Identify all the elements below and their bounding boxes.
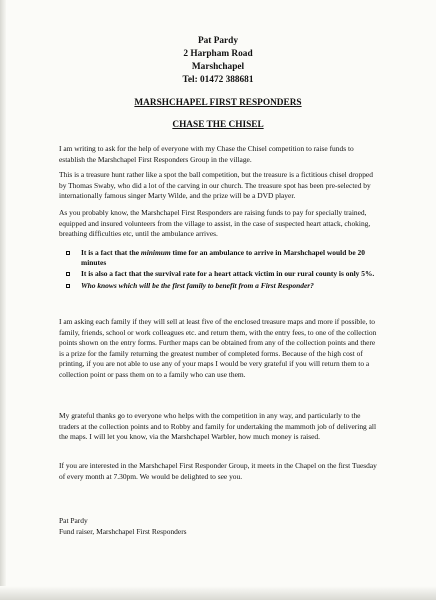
page-edge-shadow xyxy=(0,0,6,600)
sender-name: Pat Pardy xyxy=(197,36,239,46)
list-item xyxy=(66,248,386,268)
checkbox-square-icon xyxy=(66,251,70,255)
fact-3: Who knows which will be the first family to benefit from a First Responder? xyxy=(81,280,314,290)
paragraph-request: I am asking each family if they will sell at least five of the enclosed treasure maps and more if possible, to family, friends, school or work colleagues etc. and return them, with the entry fees, to one of the collection points shown on the entry forms. Further maps can be obtained from any of the collection points and there is a prize for the family returning the greatest number of completed forms. Because of the high cost of printing, if you are not able to use any of your maps I would be very grateful if you will return them to a collection point or pass them on to a family who can use them. xyxy=(59,317,377,379)
letterhead xyxy=(0,35,436,87)
signature-name: Pat Pardy xyxy=(59,516,88,525)
paragraph-meeting-info: If you are interested in the Marshchapel First Responder Group, it meets in the Chapel on the first Tuesday of every month at 7.30pm. We would be delighted to see you. xyxy=(59,461,377,481)
signature-block xyxy=(59,515,187,537)
fact-1-emphasis: minimum xyxy=(140,248,171,257)
sender-address-line-2: Marshchapel xyxy=(191,62,245,72)
paragraph-treasure-hunt: This is a treasure hunt rather like a spot the ball competition, but the treasure is a fictitious chisel dropped by Thomas Swaby, who did a lot of the carving in our church. The treasure spot has been pre-selected by internationally famous singer Marty Wilde, and the prize will be a DVD player. xyxy=(59,170,373,201)
fact-1-start: It is a fact that the xyxy=(81,248,141,257)
fact-1-end: time for an ambulance to arrive in Marshchapel would be 20 minutes xyxy=(81,248,365,268)
page-bottom-shadow xyxy=(0,586,436,600)
list-item xyxy=(66,281,386,291)
paragraph-first-responders: As you probably know, the Marshchapel First Responders are raising funds to pay for specially trained, equipped and insured volunteers from the village to assist, in the case of suspected heart attack, choking, breathing difficulties etc, until the ambulance arrives. xyxy=(59,208,371,239)
sender-telephone: Tel: 01472 388681 xyxy=(182,75,254,85)
competition-title: CHASE THE CHISEL xyxy=(172,120,264,130)
facts-list xyxy=(66,248,386,292)
signature-role: Fund raiser, Marshchapel First Responders xyxy=(59,527,187,536)
list-item xyxy=(66,269,386,279)
checkbox-square-icon xyxy=(66,284,70,288)
paragraph-thanks: My grateful thanks go to everyone who helps with the competition in any way, and particularly to the traders at the collection points and to Robby and family for undertaking the mammoth job of delivering all the maps. I will let you know, via the Marshchapel Warbler, how much money is raised. xyxy=(59,411,377,442)
sender-address-line-1: 2 Harpham Road xyxy=(183,49,253,59)
checkbox-square-icon xyxy=(66,272,70,276)
paragraph-intro: I am writing to ask for the help of everyone with my Chase the Chisel competition to raise funds to establish the Marshchapel First Responders Group in the village. xyxy=(59,144,354,164)
fact-2: It is also a fact that the survival rate for a heart attack victim in our rural county is only 5%. xyxy=(81,269,375,279)
organisation-title: MARSHCHAPEL FIRST RESPONDERS xyxy=(134,98,302,108)
